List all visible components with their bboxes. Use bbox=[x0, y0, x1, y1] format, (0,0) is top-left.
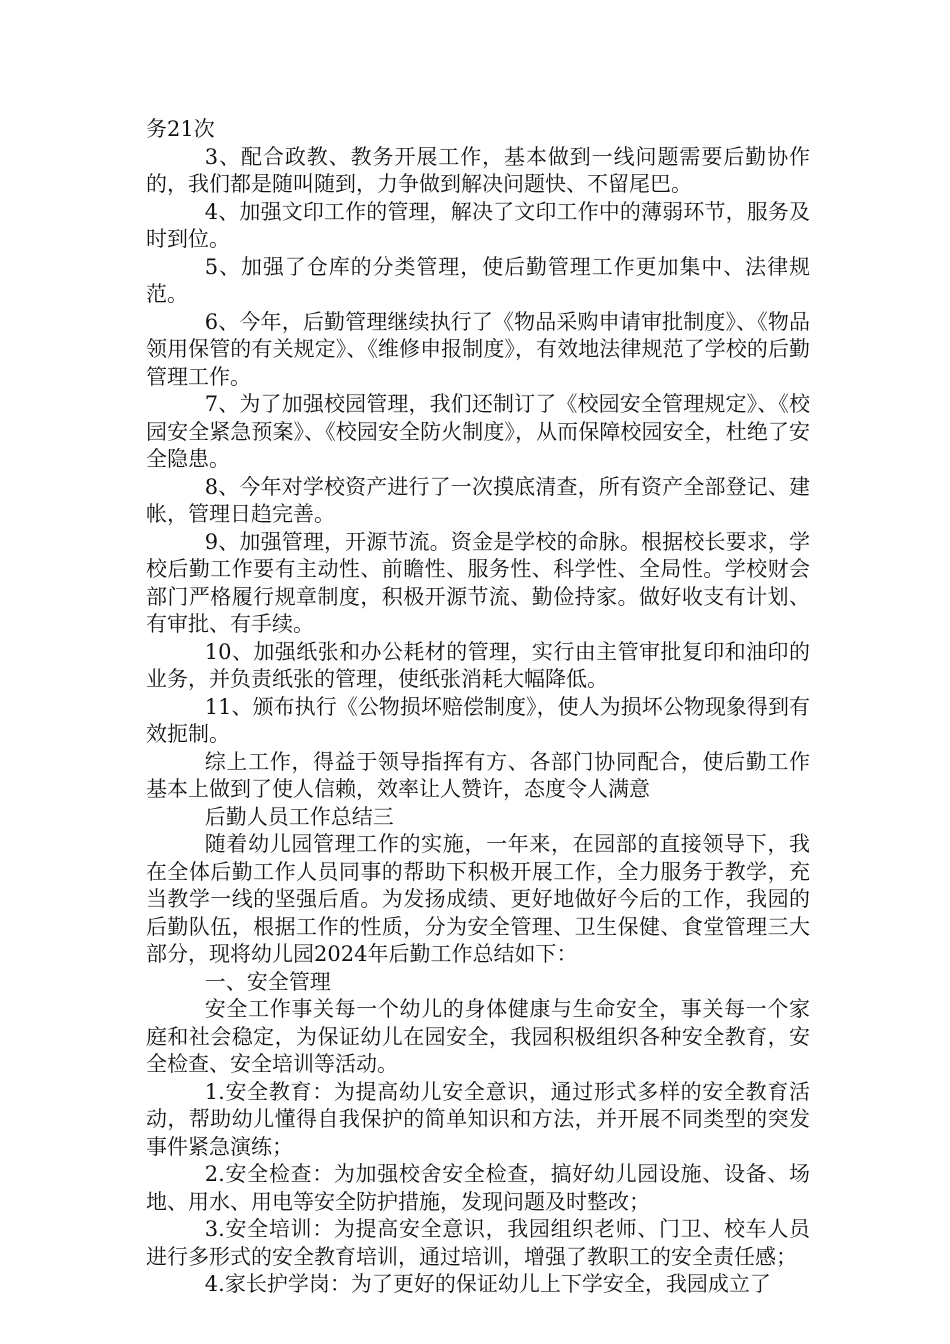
paragraph-intro: 随着幼儿园管理工作的实施，一年来，在园部的直接领导下，我在全体后勤工作人员同事的帮助下积极开展工作，全力服务于教学，充当教学一线的坚强后盾。为发扬成绩、更好地做好今后的工作，我园的后勤队伍，根据工作的性质，分为安全管理、卫生保健、食堂管理三大部分，现将幼儿园2024年后勤工作总结如下： bbox=[146, 832, 810, 966]
paragraph-safety-education: 1.安全教育：为提高幼儿安全意识，通过形式多样的安全教育活动，帮助幼儿懂得自我保护的简单知识和方法，并开展不同类型的突发事件紧急演练； bbox=[146, 1079, 810, 1159]
paragraph-item-6: 6、今年，后勤管理继续执行了《物品采购申请审批制度》、《物品领用保管的有关规定》、《维修申报制度》，有效地法律规范了学校的后勤管理工作。 bbox=[146, 309, 810, 389]
paragraph-item-10: 10、加强纸张和办公耗材的管理，实行由主管审批复印和油印的业务，并负责纸张的管理，使纸张消耗大幅降低。 bbox=[146, 639, 810, 691]
paragraph-safety-overview: 安全工作事关每一个幼儿的身体健康与生命安全，事关每一个家庭和社会稳定，为保证幼儿在园安全，我园积极组织各种安全教育，安全检查、安全培训等活动。 bbox=[146, 997, 810, 1076]
paragraph-item-4: 4、加强文印工作的管理，解决了文印工作中的薄弱环节，服务及时到位。 bbox=[146, 199, 810, 251]
document-body bbox=[146, 116, 810, 1299]
paragraph-item-11: 11、颁布执行《公物损坏赔偿制度》，使人为损坏公物现象得到有效扼制。 bbox=[146, 694, 810, 746]
paragraph-continuation: 务21次 bbox=[146, 117, 215, 141]
paragraph-item-5: 5、加强了仓库的分类管理，使后勤管理工作更加集中、法律规范。 bbox=[146, 254, 810, 306]
section-heading: 后勤人员工作总结三 bbox=[204, 804, 394, 829]
paragraph-item-8: 8、今年对学校资产进行了一次摸底清查，所有资产全部登记、建帐，管理日趋完善。 bbox=[146, 474, 810, 526]
paragraph-item-9: 9、加强管理，开源节流。资金是学校的命脉。根据校长要求，学校后勤工作要有主动性、前瞻性、服务性、科学性、全局性。学校财会部门严格履行规章制度，积极开源节流、勤俭持家。做好收支有计划、有审批、有手续。 bbox=[146, 529, 810, 636]
subsection-heading: 一、安全管理 bbox=[204, 969, 331, 994]
paragraph-safety-training: 3.安全培训：为提高安全意识，我园组织老师、门卫、校车人员进行多形式的安全教育培训，通过培训，增强了教职工的安全责任感； bbox=[146, 1217, 810, 1269]
paragraph-item-3: 3、配合政教、教务开展工作，基本做到一线问题需要后勤协作的，我们都是随叫随到，力争做到解决问题快、不留尾巴。 bbox=[146, 144, 810, 196]
paragraph-safety-inspection: 2.安全检查：为加强校舍安全检查，搞好幼儿园设施、设备、场地、用水、用电等安全防护措施，发现问题及时整改； bbox=[146, 1162, 810, 1214]
paragraph-item-7: 7、为了加强校园管理，我们还制订了《校园安全管理规定》、《校园安全紧急预案》、《校园安全防火制度》，从而保障校园安全，杜绝了安全隐患。 bbox=[146, 392, 810, 471]
paragraph-summary: 综上工作，得益于领导指挥有方、各部门协同配合，使后勤工作基本上做到了使人信赖，效率让人赞许，态度令人满意 bbox=[146, 749, 810, 801]
paragraph-parent-guard: 4.家长护学岗：为了更好的保证幼儿上下学安全，我园成立了 bbox=[204, 1272, 771, 1296]
